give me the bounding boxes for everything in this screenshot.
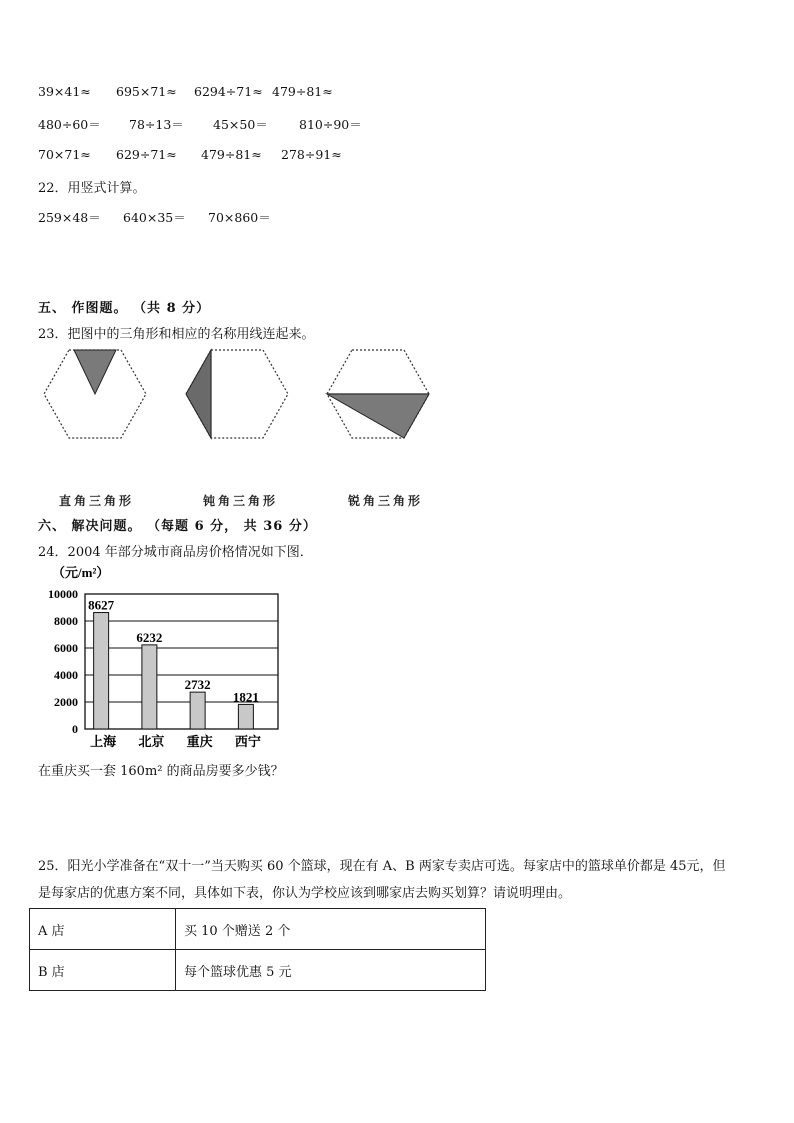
estimate-item: 45×50＝ [213, 117, 268, 132]
x-tick-label: 上海 [90, 735, 117, 750]
estimate-row-2 [0, 115, 794, 133]
estimate-item: 695×71≈ [116, 84, 177, 99]
y-tick-label: 6000 [54, 641, 78, 655]
question-23: 23．把图中的三角形和相应的名称用线连起来。 [38, 327, 315, 342]
question-24: 24．2004 年部分城市商品房价格情况如下图． [38, 545, 313, 560]
estimate-item: 70×71≈ [38, 147, 91, 162]
estimate-item: 278÷91≈ [281, 147, 342, 162]
y-tick-label: 0 [72, 722, 78, 736]
q22-items [0, 208, 794, 226]
x-tick-label: 北京 [138, 735, 165, 750]
y-tick-label: 8000 [54, 614, 78, 628]
data-label: 6232 [136, 629, 163, 645]
shop-name-cell: A 店 [30, 909, 176, 950]
y-axis-unit-label: （元/m²） [52, 565, 110, 580]
vertical-calc-item: 259×48＝ [38, 210, 101, 225]
estimate-item: 6294÷71≈ [194, 84, 263, 99]
shaded-triangle [74, 350, 116, 394]
bar-西宁 [238, 704, 253, 729]
estimate-item: 78÷13＝ [129, 117, 184, 132]
section-5-heading: 五、 作图题。 （共 8 分） [38, 301, 211, 316]
x-tick-label: 西宁 [234, 735, 261, 750]
question-24-ask: 在重庆买一套 160m² 的商品房要多少钱？ [38, 764, 284, 779]
hexagon-figure-1 [43, 349, 147, 439]
shop-discount-table [29, 908, 486, 991]
section-6-heading: 六、 解决问题。 （每题 6 分， 共 36 分） [38, 519, 317, 534]
shaded-triangle [186, 350, 211, 438]
question-25-line-1: 25．阳光小学准备在“双十一”当天购买 60 个篮球，现在有 A、B 两家专卖店可选。每家店中的篮球单价都是 45元，但 [38, 859, 726, 874]
question-22: 22．用竖式计算。 [38, 181, 146, 196]
bar-重庆 [190, 692, 205, 729]
data-label: 1821 [232, 689, 259, 705]
estimate-item: 480÷60＝ [38, 117, 101, 132]
y-tick-label: 2000 [54, 695, 78, 709]
y-tick-label: 10000 [48, 587, 78, 601]
estimate-item: 810÷90＝ [299, 117, 362, 132]
estimate-item: 629÷71≈ [116, 147, 177, 162]
shaded-triangle [327, 394, 429, 438]
discount-cell: 每个篮球优惠 5 元 [176, 950, 486, 991]
discount-cell: 买 10 个赠送 2 个 [176, 909, 486, 950]
house-price-chart [30, 562, 330, 752]
vertical-calc-item: 640×35＝ [123, 210, 186, 225]
bar-上海 [94, 613, 109, 729]
estimate-item: 39×41≈ [38, 84, 91, 99]
label-right-triangle: 直角三角形 [59, 494, 135, 508]
estimate-row-3 [0, 147, 794, 165]
bar-北京 [142, 645, 157, 729]
estimate-item: 479÷81≈ [272, 84, 333, 99]
x-tick-label: 重庆 [186, 735, 213, 750]
hexagon-figure-2 [185, 349, 289, 439]
data-label: 2732 [184, 677, 211, 693]
estimate-item: 479÷81≈ [201, 147, 262, 162]
estimate-row-1 [0, 84, 794, 102]
shop-name-cell: B 店 [30, 950, 176, 991]
label-acute-triangle: 锐角三角形 [348, 494, 424, 508]
label-obtuse-triangle: 钝角三角形 [203, 494, 279, 508]
vertical-calc-item: 70×860＝ [208, 210, 271, 225]
y-tick-label: 4000 [54, 668, 78, 682]
hexagon-figure-3 [326, 349, 430, 439]
table-row [30, 950, 486, 991]
data-label: 8627 [88, 597, 115, 613]
question-25-line-2: 是每家店的优惠方案不同，具体如下表，你认为学校应该到哪家店去购买划算？请说明理由。 [38, 886, 572, 901]
table-row [30, 909, 486, 950]
